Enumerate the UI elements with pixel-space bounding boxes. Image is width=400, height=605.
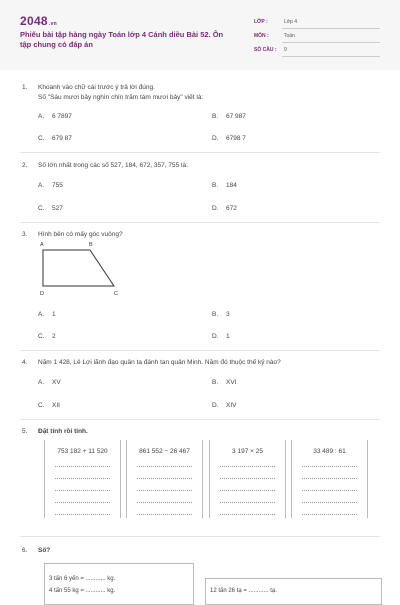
site-logo[interactable]: 2048.vn	[20, 14, 58, 28]
page-header	[0, 0, 400, 70]
answer-line	[220, 478, 275, 479]
q4-option-b[interactable]: B. XVI	[212, 379, 237, 386]
divider	[20, 419, 380, 420]
answer-line	[55, 502, 110, 503]
meta-subject-row	[254, 30, 380, 43]
question-number: 4.	[22, 359, 28, 366]
question-number: 1.	[22, 84, 28, 91]
answer-line	[302, 466, 357, 467]
answer-line	[137, 478, 192, 479]
calc-expression: 861 552 − 26 467	[139, 448, 190, 455]
vertex-label-b: B	[89, 242, 93, 248]
q4-option-d[interactable]: D. XIV	[212, 402, 237, 409]
fill-item: 12 tấn 26 tạ = ............ tạ.	[210, 588, 277, 594]
answer-line	[137, 466, 192, 467]
question-number: 5.	[22, 428, 28, 435]
answer-line	[302, 490, 357, 491]
q1-option-a[interactable]: A. 6 7897	[38, 113, 72, 120]
divider	[20, 222, 380, 223]
q3-option-d[interactable]: D. 1	[212, 333, 230, 340]
q1-option-d[interactable]: D. 6798 7	[212, 135, 246, 142]
trapezoid-figure	[38, 240, 128, 298]
meta-class-key: LỚP :	[254, 19, 268, 25]
question-number: 3.	[22, 231, 28, 238]
q2-option-d[interactable]: D. 672	[212, 205, 237, 212]
answer-line	[220, 466, 275, 467]
document-title: Phiếu bài tập hàng ngày Toán lớp 4 Cánh diều Bài 52. Ôn tập chung có đáp án	[20, 30, 224, 49]
q3-option-a[interactable]: A. 1	[38, 311, 56, 318]
question-number: 6.	[22, 547, 28, 554]
answer-line	[302, 502, 357, 503]
calc-expression: 3 197 × 25	[232, 448, 263, 455]
divider	[20, 536, 380, 537]
question-text: Số?	[38, 547, 51, 554]
calc-expression: 33 489 : 61	[313, 448, 346, 455]
q1-option-b[interactable]: B. 67 987	[212, 113, 246, 120]
q2-option-c[interactable]: C. 527	[38, 205, 63, 212]
fill-box-1[interactable]	[44, 563, 194, 605]
fill-item: 3 tấn 6 yến = ............ kg.	[49, 576, 116, 582]
meta-line	[282, 56, 380, 57]
calc-box-1[interactable]	[44, 440, 121, 518]
calc-expression: 753 182 + 11 520	[57, 448, 108, 455]
calc-box-3[interactable]	[209, 440, 286, 518]
vertex-label-d: D	[40, 291, 44, 297]
meta-count-key: SỐ CÂU :	[254, 47, 277, 53]
q3-option-c[interactable]: C. 2	[38, 333, 56, 340]
answer-line	[302, 514, 357, 515]
answer-line	[137, 502, 192, 503]
question-text: Khoanh vào chữ cái trước ý trả lời đúng.	[38, 84, 155, 91]
q2-option-a[interactable]: A. 755	[38, 182, 63, 189]
divider	[20, 152, 380, 153]
q4-option-a[interactable]: A. XV	[38, 379, 61, 386]
question-subtext: Số "Sáu mươi bảy nghìn chín trăm tám mươi bảy" viết là:	[38, 94, 204, 101]
meta-class-row	[254, 16, 380, 29]
trapezoid-shape	[43, 250, 114, 286]
meta-count-value: 9	[284, 47, 287, 53]
question-text: Năm 1 428, Lê Lợi lãnh đạo quân ta đánh tan quân Minh. Năm đó thuộc thế kỷ nào?	[38, 359, 281, 366]
meta-subject-value: Toán	[284, 33, 295, 39]
q3-option-b[interactable]: B. 3	[212, 311, 230, 318]
calc-box-4[interactable]	[291, 440, 368, 518]
q4-option-c[interactable]: C. XII	[38, 402, 60, 409]
question-text: Đặt tính rồi tính.	[38, 428, 88, 435]
answer-line	[220, 490, 275, 491]
meta-subject-key: MÔN :	[254, 33, 269, 39]
answer-line	[55, 466, 110, 467]
answer-line	[302, 478, 357, 479]
answer-line	[137, 514, 192, 515]
meta-line	[282, 28, 380, 29]
answer-line	[55, 490, 110, 491]
fill-item: 4 tấn 55 kg = ............ kg.	[49, 588, 116, 594]
divider	[20, 350, 380, 351]
question-number: 2.	[22, 162, 28, 169]
question-text: Số lớn nhất trong các số 527, 184, 672, 357, 755 là:	[38, 162, 188, 169]
vertex-label-a: A	[40, 242, 44, 248]
meta-line	[282, 42, 380, 43]
fill-box-2[interactable]	[205, 578, 382, 605]
calc-box-2[interactable]	[126, 440, 203, 518]
q1-option-c[interactable]: C. 679 87	[38, 135, 72, 142]
answer-line	[55, 478, 110, 479]
answer-line	[55, 514, 110, 515]
meta-count-row	[254, 44, 380, 57]
q2-option-b[interactable]: B. 184	[212, 182, 237, 189]
question-text: Hình bên có mấy góc vuông?	[38, 231, 123, 238]
vertex-label-c: C	[114, 291, 118, 297]
meta-class-value: Lớp 4	[284, 19, 298, 25]
answer-line	[220, 502, 275, 503]
answer-line	[220, 514, 275, 515]
answer-line	[137, 490, 192, 491]
